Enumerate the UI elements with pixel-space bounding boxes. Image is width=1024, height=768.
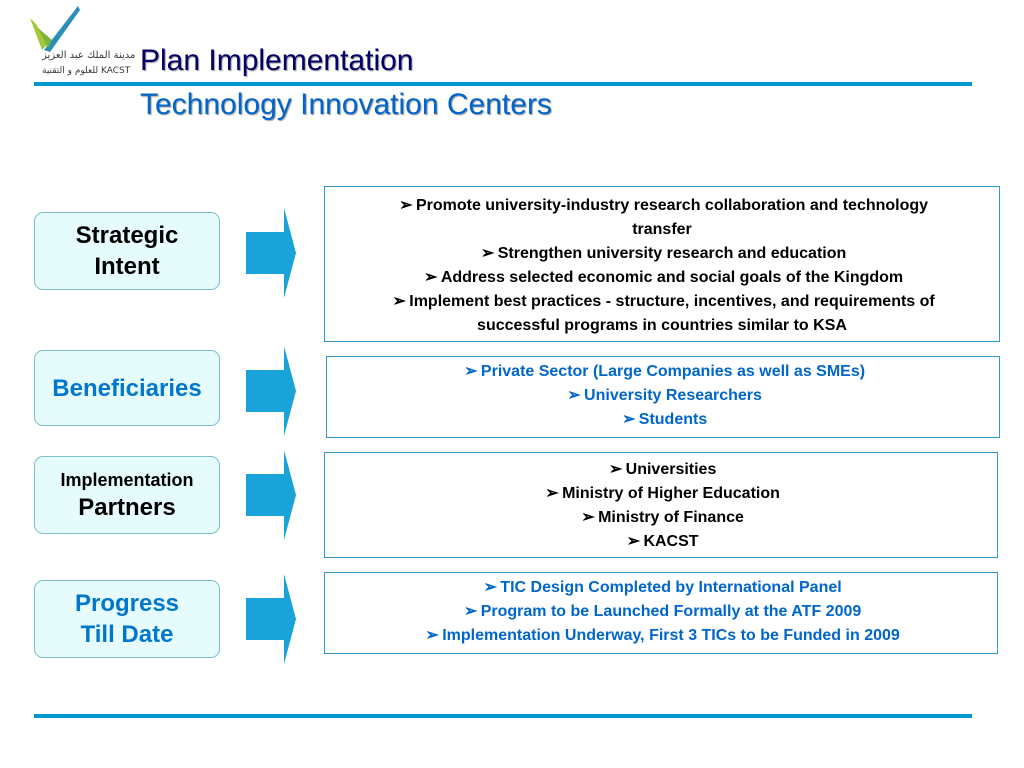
list-item: ➢ Program to be Launched Formally at the ATF 2009 bbox=[464, 603, 862, 620]
list-item: ➢ KACST bbox=[626, 533, 699, 550]
list-item: ➢ Address selected economic and social goals of the Kingdom bbox=[424, 269, 904, 286]
label-implementation-partners bbox=[34, 456, 220, 534]
content-strategic-intent bbox=[324, 186, 1000, 342]
arrow-right-icon bbox=[246, 346, 302, 436]
label-line: Intent bbox=[94, 253, 160, 280]
list-item: ➢ University Researchers bbox=[567, 387, 762, 404]
list-item: ➢ Students bbox=[622, 411, 708, 428]
header-rule bbox=[34, 82, 972, 86]
label-line: Strategic bbox=[75, 222, 179, 249]
label-line: Implementation bbox=[60, 469, 194, 490]
list-item: ➢ Ministry of Finance bbox=[581, 509, 744, 526]
logo-english-text: للعلوم و التقنية KACST bbox=[42, 66, 131, 76]
page-subtitle: Technology Innovation Centers bbox=[140, 88, 552, 121]
list-item: ➢ Ministry of Higher Education bbox=[545, 485, 780, 502]
list-item: ➢ Promote university-industry research collaboration and technology transfer bbox=[399, 197, 929, 238]
label-line: Partners bbox=[78, 493, 176, 521]
label-line: Till Date bbox=[80, 621, 174, 648]
content-progress-till-date bbox=[324, 572, 998, 654]
label-strategic-intent bbox=[34, 212, 220, 290]
arrow-right-icon bbox=[246, 208, 302, 298]
content-implementation-partners bbox=[324, 452, 998, 558]
list-item: ➢ Private Sector (Large Companies as well as SMEs) bbox=[464, 363, 866, 380]
list-item: ➢ TIC Design Completed by International Panel bbox=[483, 579, 842, 596]
logo-leaf-light bbox=[30, 18, 48, 50]
label-beneficiaries bbox=[34, 350, 220, 426]
arrow-right-icon bbox=[246, 574, 302, 664]
label-progress-till-date bbox=[34, 580, 220, 658]
footer-rule bbox=[34, 714, 972, 718]
list-item: ➢ Strengthen university research and education bbox=[481, 245, 847, 262]
list-item: ➢ Universities bbox=[608, 461, 717, 478]
label-line: Progress bbox=[74, 590, 180, 617]
page-title: Plan Implementation bbox=[140, 44, 414, 77]
logo-arabic-text: مدينة الملك عبد العزيز bbox=[42, 50, 136, 61]
label-line: Beneficiaries bbox=[52, 374, 202, 402]
list-item: ➢ Implement best practices - structure, incentives, and requirements of successful programs in countries similar to KSA bbox=[392, 293, 935, 334]
arrow-right-icon bbox=[246, 450, 302, 540]
content-beneficiaries bbox=[326, 356, 1000, 438]
list-item: ➢ Implementation Underway, First 3 TICs to be Funded in 2009 bbox=[425, 627, 900, 644]
